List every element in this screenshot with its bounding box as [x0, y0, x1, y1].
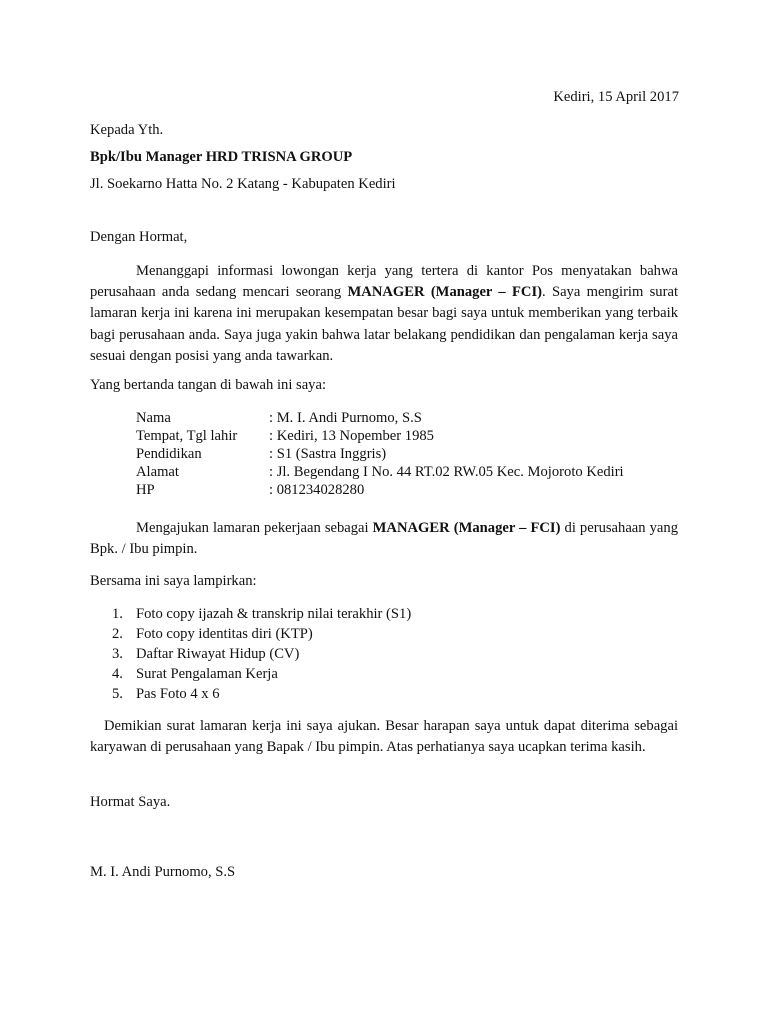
- list-number: 2.: [112, 626, 123, 642]
- opening-text: Menanggapi informasi lowongan kerja yang tertera di kantor Pos menyatakan bahwa perusahaan anda sedang mencari seorang: [90, 263, 678, 301]
- recipient-name: Bpk/Ibu Manager HRD TRISNA GROUP: [90, 149, 353, 165]
- opening-text-continued: . Saya mengirim surat lamaran kerja ini karena ini merupakan kesempatan besar bagi saya untuk memberikan yang terbaik bagi perusahaan anda. Saya juga yakin bahwa latar belakang pendidikan dan pengalaman kerja saya sesuai dengan posisi yang anda tawarkan.: [90, 284, 678, 364]
- list-number: 4.: [112, 666, 123, 682]
- attachments-list: [112, 604, 411, 704]
- letter-date: Kediri, 15 April 2017: [553, 89, 679, 105]
- closing-paragraph: Demikian surat lamaran kerja ini saya ajukan. Besar harapan saya untuk dapat diterima sebagai karyawan di perusahaan yang Bapak / Ibu pimpin. Atas perhatianya saya ucapkan terima kasih.: [90, 718, 678, 756]
- applicant-row: [136, 409, 624, 427]
- applicant-row: [136, 463, 624, 481]
- applicant-label: HP: [136, 482, 155, 498]
- applicant-value: : S1 (Sastra Inggris): [269, 446, 387, 462]
- list-text: Surat Pengalaman Kerja: [136, 666, 278, 682]
- application-text: Mengajukan lamaran pekerjaan sebagai: [136, 520, 373, 536]
- applicant-value: : M. I. Andi Purnomo, S.S: [269, 410, 422, 426]
- application-text-continued: di perusahaan yang Bpk. / Ibu pimpin.: [90, 520, 678, 558]
- application-paragraph: [90, 518, 678, 560]
- applicant-info-table: [136, 409, 624, 499]
- applicant-label: Alamat: [136, 464, 179, 480]
- applicant-value: : Jl. Begendang I No. 44 RT.02 RW.05 Kec. Mojoroto Kediri: [269, 464, 624, 480]
- position-title: MANAGER (Manager – FCI): [372, 520, 561, 536]
- applicant-row: [136, 481, 624, 499]
- list-item: [112, 664, 411, 684]
- salutation: Dengan Hormat,: [90, 229, 188, 245]
- list-item: [112, 624, 411, 644]
- list-item: [112, 604, 411, 624]
- applicant-row: [136, 427, 624, 445]
- applicant-label: Pendidikan: [136, 446, 202, 462]
- applicant-label: Tempat, Tgl lahir: [136, 428, 238, 444]
- list-text: Foto copy identitas diri (KTP): [136, 626, 313, 642]
- signature-name: M. I. Andi Purnomo, S.S: [90, 864, 236, 880]
- list-text: Daftar Riwayat Hidup (CV): [136, 646, 300, 662]
- greeting-to: Kepada Yth.: [90, 122, 164, 138]
- applicant-row: [136, 445, 624, 463]
- applicant-value: : Kediri, 13 Nopember 1985: [269, 428, 434, 444]
- position-title: MANAGER (Manager – FCI): [347, 284, 543, 301]
- attachments-intro: Bersama ini saya lampirkan:: [90, 573, 257, 589]
- list-item: [112, 644, 411, 664]
- list-text: Foto copy ijazah & transkrip nilai terakhir (S1): [136, 606, 412, 622]
- list-item: [112, 684, 411, 704]
- applicant-label: Nama: [136, 410, 171, 426]
- list-number: 3.: [112, 646, 123, 662]
- list-number: 5.: [112, 686, 123, 702]
- list-text: Pas Foto 4 x 6: [136, 686, 220, 702]
- applicant-intro: Yang bertanda tangan di bawah ini saya:: [90, 377, 327, 393]
- closing-salutation: Hormat Saya.: [90, 794, 171, 810]
- opening-paragraph: [90, 261, 678, 367]
- applicant-value: : 081234028280: [269, 482, 365, 498]
- list-number: 1.: [112, 606, 123, 622]
- recipient-address: Jl. Soekarno Hatta No. 2 Katang - Kabupaten Kediri: [90, 176, 396, 192]
